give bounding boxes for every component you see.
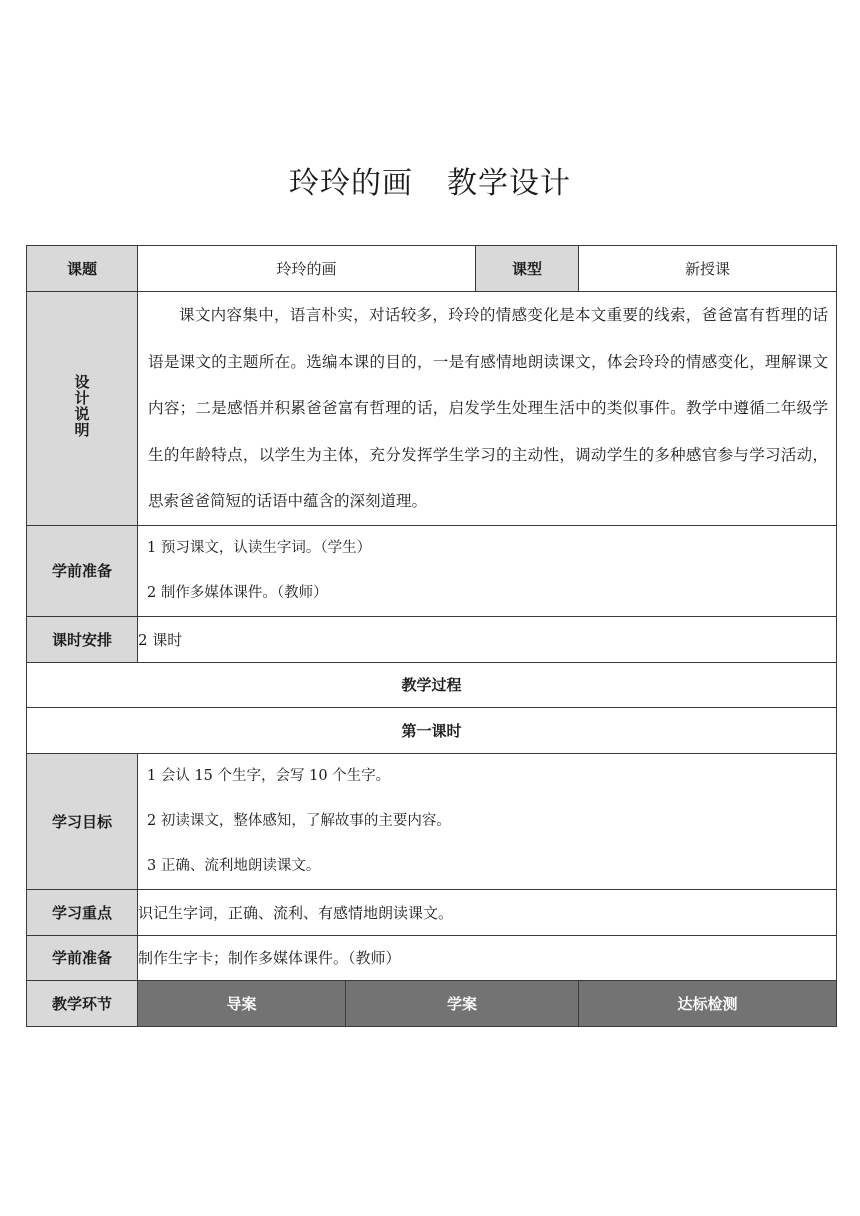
stages-label: 教学环节 <box>27 980 138 1026</box>
stage-column-guide: 导案 <box>138 980 346 1026</box>
focus-label: 学习重点 <box>27 889 138 935</box>
stage-column-study: 学案 <box>346 980 579 1026</box>
design-label: 设计说明 <box>72 374 91 439</box>
schedule-row <box>27 616 837 662</box>
focus-row <box>27 889 837 935</box>
prep2-value: 制作生字卡；制作多媒体课件。（教师） <box>138 935 837 980</box>
goals-items-cell <box>138 753 837 889</box>
topic-value: 玲玲的画 <box>138 246 476 292</box>
prep-items-cell <box>138 525 837 616</box>
title-suffix: 教学设计 <box>447 166 571 201</box>
process-header: 教学过程 <box>27 662 837 707</box>
goal-item: 1 会认 15 个生字，会写 10 个生字。 <box>147 767 391 784</box>
title-main: 玲玲的画 <box>289 166 413 201</box>
schedule-value: 2 课时 <box>138 616 837 662</box>
lesson-header-row <box>27 707 837 753</box>
stages-row <box>27 980 837 1026</box>
focus-value: 识记生字词，正确、流利、有感情地朗读课文。 <box>138 889 837 935</box>
goals-row <box>27 753 837 889</box>
prep2-row <box>27 935 837 980</box>
topic-row <box>27 246 837 292</box>
design-text: 课文内容集中，语言朴实，对话较多，玲玲的情感变化是本文重要的线索，爸爸富有哲理的话语是课文的主题所在。选编本课的目的，一是有感情地朗读课文，体会玲玲的情感变化，理解课文内容；二是感悟并积累爸爸富有哲理的话，启发学生处理生活中的类似事件。教学中遵循二年级学生的年龄特点，以学生为主体，充分发挥学生学习的主动性，调动学生的多种感官参与学习活动，思索爸爸简短的话语中蕴含的深刻道理。 <box>148 306 829 510</box>
stage-column-assessment: 达标检测 <box>579 980 837 1026</box>
goals-label: 学习目标 <box>27 753 138 889</box>
prep-item: 2 制作多媒体课件。（教师） <box>147 584 328 601</box>
lesson-header: 第一课时 <box>27 707 837 753</box>
design-row <box>27 292 837 526</box>
design-text-cell <box>138 292 837 526</box>
goal-item: 3 正确、流利地朗读课文。 <box>147 857 321 874</box>
design-label-cell <box>27 292 138 526</box>
prep-item: 1 预习课文，认读生字词。（学生） <box>147 539 372 556</box>
page-title <box>0 158 860 202</box>
prep-row <box>27 525 837 616</box>
prep-label: 学前准备 <box>27 525 138 616</box>
process-header-row <box>27 662 837 707</box>
schedule-label: 课时安排 <box>27 616 138 662</box>
goal-item: 2 初读课文，整体感知，了解故事的主要内容。 <box>147 812 451 829</box>
topic-label: 课题 <box>27 246 138 292</box>
type-label: 课型 <box>476 246 579 292</box>
lesson-plan-table <box>26 245 837 1027</box>
prep2-label: 学前准备 <box>27 935 138 980</box>
type-value: 新授课 <box>579 246 837 292</box>
